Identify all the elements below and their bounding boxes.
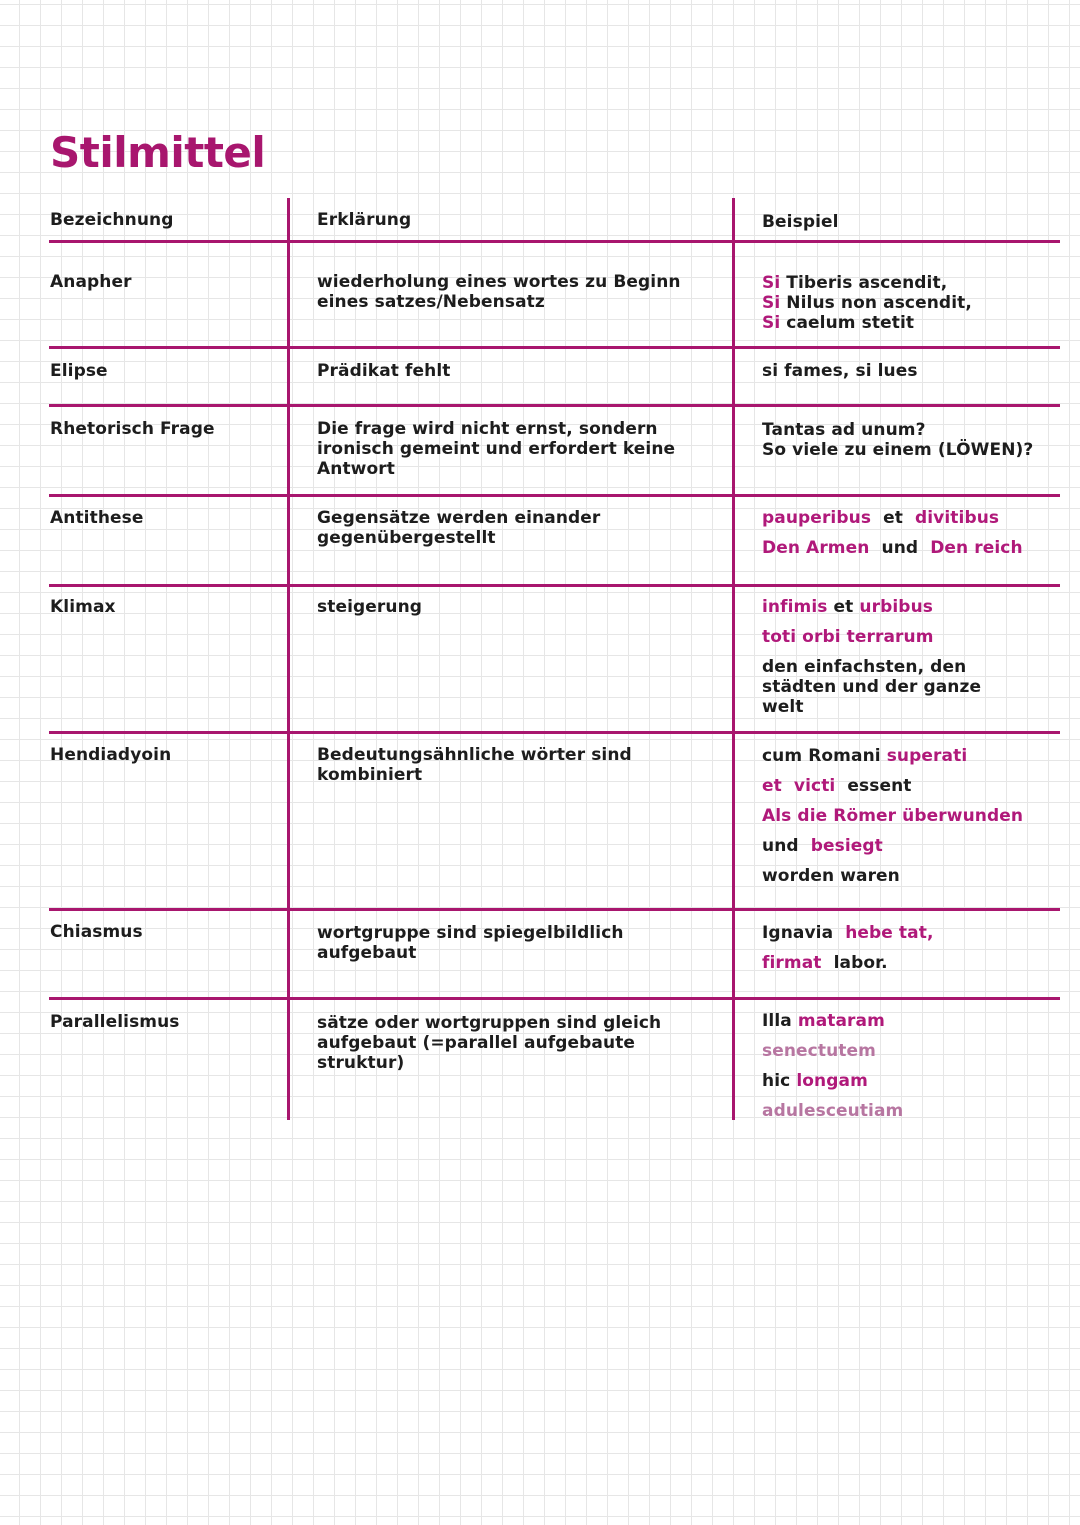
example-line bbox=[762, 361, 1057, 381]
row-divider bbox=[49, 494, 1060, 497]
example-word: hic bbox=[762, 1071, 797, 1091]
example-word: Den Armen bbox=[762, 538, 870, 558]
header-example: Beispiel bbox=[762, 212, 839, 232]
example-word: Ignavia bbox=[762, 923, 846, 943]
example-cell bbox=[762, 361, 1057, 381]
example-translation: den einfachsten, den städten und der ganze welt bbox=[762, 657, 982, 717]
example-line bbox=[762, 533, 1057, 563]
example-line bbox=[762, 1066, 1057, 1096]
row-divider bbox=[49, 908, 1060, 911]
term-cell: Anapher bbox=[50, 272, 132, 292]
example-line bbox=[762, 440, 1057, 460]
example-word: et bbox=[762, 776, 794, 796]
example-word: longam bbox=[796, 1071, 868, 1091]
example-word: mataram bbox=[797, 1011, 885, 1031]
example-word: Den reich bbox=[930, 538, 1023, 558]
example-word: cum Romani bbox=[762, 746, 887, 766]
example-word: pauperibus bbox=[762, 508, 872, 528]
page-title: Stilmittel bbox=[50, 128, 266, 177]
row-divider bbox=[49, 346, 1060, 349]
example-word: und bbox=[762, 836, 811, 856]
example-word: labor. bbox=[821, 953, 888, 973]
example-word: Si bbox=[762, 273, 781, 293]
example-word: victi bbox=[793, 776, 836, 796]
example-word: So viele zu einem (LÖWEN)? bbox=[762, 440, 1034, 460]
explanation-cell: Gegensätze werden einander gegenübergestellt bbox=[317, 508, 601, 548]
explanation-cell: Die frage wird nicht ernst, sondern ironisch gemeint und erfordert keine Antwort bbox=[317, 419, 676, 479]
example-cell bbox=[762, 420, 1057, 460]
example-cell bbox=[762, 592, 1057, 652]
explanation-cell: wortgruppe sind spiegelbildlich aufgebaut bbox=[317, 923, 624, 963]
example-line bbox=[762, 801, 1057, 831]
term-cell: Parallelismus bbox=[50, 1012, 180, 1032]
explanation-cell: Bedeutungsähnliche wörter sind kombiniert bbox=[317, 745, 632, 785]
example-word: senectutem bbox=[762, 1041, 876, 1061]
example-line bbox=[762, 592, 1057, 622]
term-cell: Chiasmus bbox=[50, 922, 143, 942]
row-divider bbox=[49, 404, 1060, 407]
example-word: Tiberis ascendit, bbox=[780, 273, 948, 293]
example-word: et bbox=[871, 508, 915, 528]
example-line bbox=[762, 313, 1057, 333]
example-line bbox=[762, 831, 1057, 861]
example-cell bbox=[762, 1006, 1057, 1126]
example-word: Illa bbox=[762, 1011, 798, 1031]
example-word: Als die Römer überwunden bbox=[762, 806, 1024, 826]
column-divider-2 bbox=[732, 198, 735, 1120]
header-term: Bezeichnung bbox=[50, 210, 174, 230]
example-line bbox=[762, 948, 1057, 978]
example-line bbox=[762, 918, 1057, 948]
term-cell: Antithese bbox=[50, 508, 144, 528]
example-word: infimis bbox=[762, 597, 828, 617]
example-word: superati bbox=[886, 746, 968, 766]
example-cell bbox=[762, 503, 1057, 563]
explanation-cell: Prädikat fehlt bbox=[317, 361, 451, 381]
example-word: worden waren bbox=[762, 866, 900, 886]
example-line bbox=[762, 741, 1057, 771]
explanation-cell: steigerung bbox=[317, 597, 423, 617]
example-cell bbox=[762, 918, 1057, 978]
example-word: besiegt bbox=[810, 836, 883, 856]
explanation-cell: sätze oder wortgruppen sind gleich aufgebaut (=parallel aufgebaute struktur) bbox=[317, 1013, 662, 1073]
example-cell bbox=[762, 741, 1057, 891]
example-word: si fames, si lues bbox=[762, 361, 918, 381]
example-word: urbibus bbox=[859, 597, 933, 617]
example-line bbox=[762, 1096, 1057, 1126]
example-word: hebe tat, bbox=[845, 923, 934, 943]
header-explanation: Erklärung bbox=[317, 210, 412, 230]
example-word: et bbox=[827, 597, 860, 617]
example-line bbox=[762, 503, 1057, 533]
example-word: Nilus non ascendit, bbox=[780, 293, 972, 313]
example-word: divitibus bbox=[914, 508, 1000, 528]
row-divider bbox=[49, 997, 1060, 1000]
example-line bbox=[762, 420, 1057, 440]
example-word: caelum stetit bbox=[780, 313, 915, 333]
column-divider-1 bbox=[287, 198, 290, 1120]
example-line bbox=[762, 771, 1057, 801]
example-line bbox=[762, 622, 1057, 652]
example-word: Si bbox=[762, 313, 781, 333]
example-word: Tantas ad unum? bbox=[762, 420, 926, 440]
example-word: essent bbox=[835, 776, 912, 796]
example-line bbox=[762, 1006, 1057, 1036]
header-divider-left bbox=[49, 240, 1060, 243]
example-word: firmat bbox=[762, 953, 822, 973]
example-word: und bbox=[869, 538, 931, 558]
term-cell: Elipse bbox=[50, 361, 108, 381]
example-line bbox=[762, 293, 1057, 313]
example-line bbox=[762, 273, 1057, 293]
example-line bbox=[762, 1036, 1057, 1066]
term-cell: Rhetorisch Frage bbox=[50, 419, 215, 439]
example-word: Si bbox=[762, 293, 781, 313]
explanation-cell: wiederholung eines wortes zu Beginn eines satzes/Nebensatz bbox=[317, 272, 681, 312]
row-divider bbox=[49, 731, 1060, 734]
example-word: adulesceutiam bbox=[762, 1101, 904, 1121]
row-divider bbox=[49, 584, 1060, 587]
term-cell: Klimax bbox=[50, 597, 116, 617]
example-cell bbox=[762, 273, 1057, 333]
example-line bbox=[762, 861, 1057, 891]
example-word: toti orbi terrarum bbox=[762, 627, 934, 647]
term-cell: Hendiadyoin bbox=[50, 745, 172, 765]
